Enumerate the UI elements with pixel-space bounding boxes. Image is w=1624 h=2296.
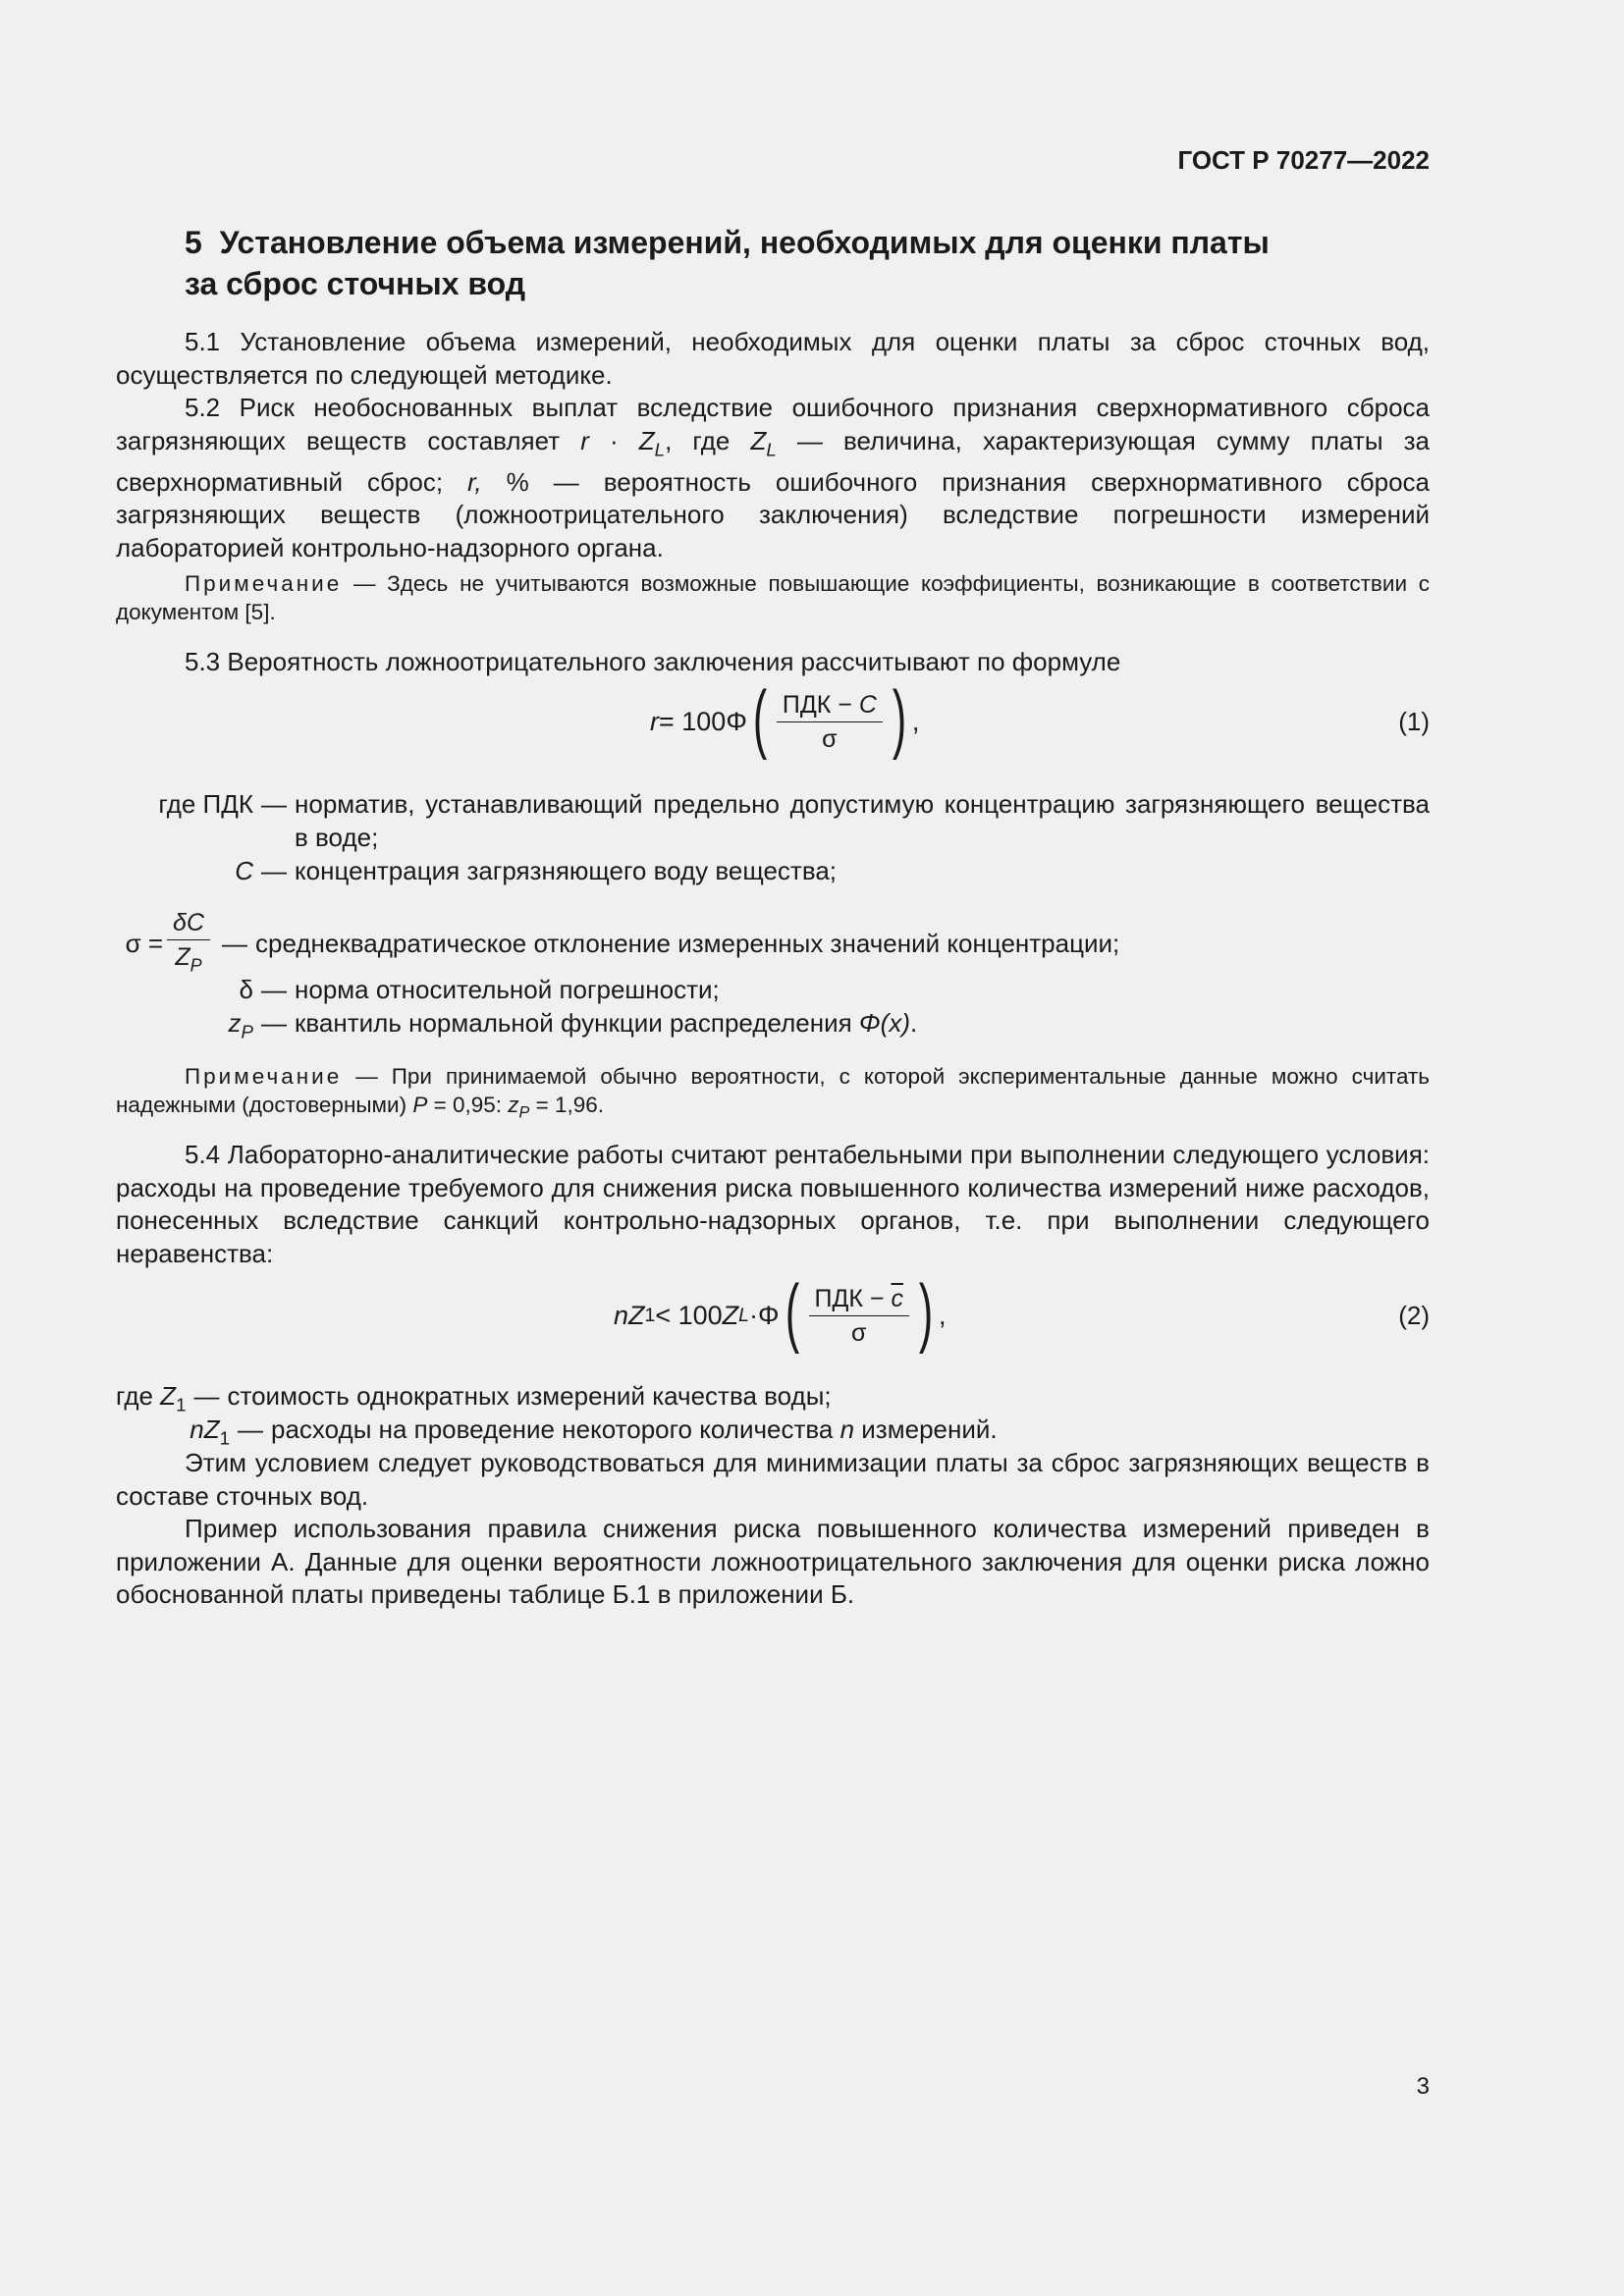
page-number: 3 [1416, 2073, 1430, 2100]
document-code: ГОСТ Р 70277—2022 [1177, 145, 1430, 175]
paragraph-5-1: 5.1 Установление объема измерений, необходимых для оценки платы за сброс сточных вод, осуществляется по следующей методике. [116, 327, 1430, 390]
formula-2: nZ 1 < 100 Z L ·Φ ( $\frac{ПДК - \overline{c}}{\sigma}$ ) , [614, 1268, 947, 1355]
note-label: Примечание [185, 1064, 343, 1089]
formula-1: r = 100Φ ( $\frac{\text{ПДК − C}}{\sigma}$ ) , [650, 674, 920, 761]
note-label: Примечание [185, 571, 343, 596]
paragraph-example: Пример использования правила снижения риска повышенного количества измерений приведен в приложении А. Данные для оценки вероятности ложноотрицательного заключения для оценки риска ложно обоснованной платы приведены таблице Б.1 в приложении Б. [116, 1514, 1430, 1609]
section-title-line1: Установление объема измерений, необходимых для оценки платы [219, 225, 1270, 260]
definitions-2 [116, 0, 1430, 2296]
paragraph-5-4: 5.4 Лабораторно-аналитические работы считают рентабельными при выполнении следующего условия: расходы на проведение требуемого для снижения риска повышенного количества измерений ниже расходов, понесенных вследствие санкций контрольно-надзорных органов, т.е. при выполнении следующего неравенства: [116, 1140, 1430, 1268]
note-2: Примечание — При принимаемой обычно вероятности, с которой экспериментальные данные можно считать надежными (достоверными) P = 0,95: $z_P = 1,96$. [116, 1064, 1430, 1122]
section-title-line2: за сброс сточных вод [185, 266, 526, 301]
note-1: Примечание — Здесь не учитываются возможные повышающие коэффициенты, возникающие в соответствии с документом [5]. [116, 571, 1430, 624]
definition-sigma: σ = $\frac{\delta C}{Z_P}$ — среднеквадратическое отклонение измеренных значений концентрации; [125, 909, 1120, 976]
definition-z1: где $Z_1$ — стоимость однократных измерений качества воды; [116, 1381, 832, 1415]
definition-c: C — концентрация загрязняющего воду вещества; [235, 856, 838, 885]
definition-pdk: где ПДК — норматив, устанавливающий предельно допустимую концентрацию загрязняющего вещества в воде; [158, 789, 1430, 852]
definition-nz1: $nZ_1$ — расходы на проведение некоторого количества n измерений. [189, 1415, 998, 1449]
formula-1-number: (1) [1398, 707, 1430, 736]
definition-zp: $z_P$ — квантиль нормальной функции распределения Φ(x). [228, 1008, 918, 1042]
paragraph-5-2: 5.2 Риск необоснованных выплат вследствие ошибочного признания сверхнормативного сброса загрязняющих веществ составляет $r \cdot Z_L$, где $Z_L$ — величина, характеризующая сумму платы за сверхнормативный сброс; r, % — вероятность ошибочного признания сверхнормативного сброса загрязняющих веществ (ложноотрицательного заключения) вследствие погрешности измерений лабораторией контрольно-надзорного органа. [116, 393, 1430, 562]
section-number: 5 [185, 225, 202, 260]
paragraph-5-3: 5.3 Вероятность ложноотрицательного заключения рассчитывают по формуле [185, 647, 1121, 676]
paragraph-condition: Этим условием следует руководствоваться для минимизации платы за сброс загрязняющих веществ в составе сточных вод. [116, 1448, 1430, 1511]
definition-delta: δ — норма относительной погрешности; [239, 975, 720, 1004]
formula-2-number: (2) [1398, 1301, 1430, 1330]
